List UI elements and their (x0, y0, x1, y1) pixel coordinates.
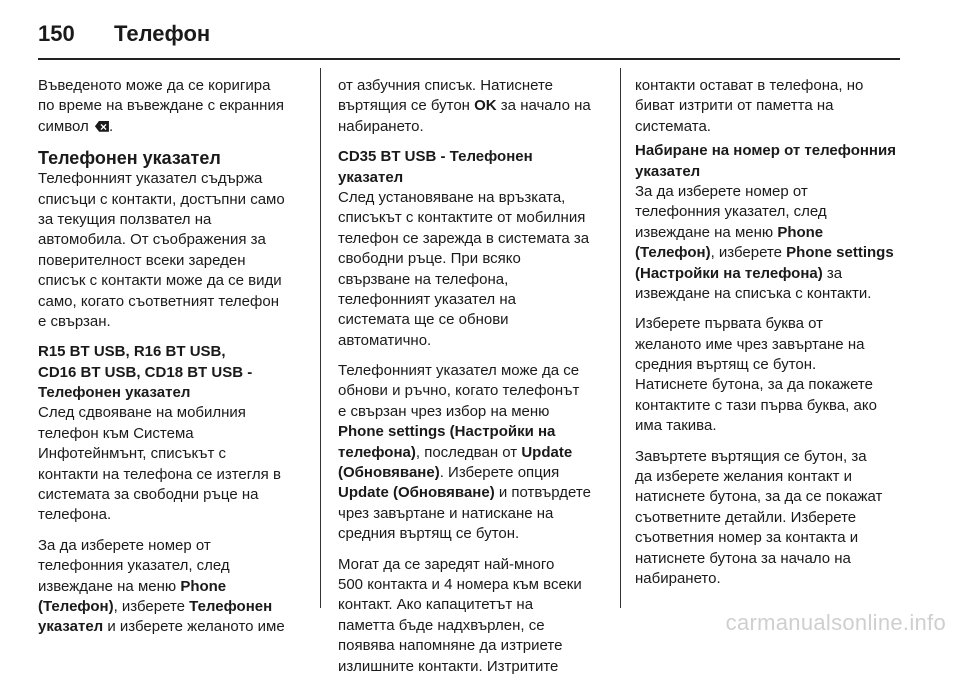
text-line: указател (635, 162, 701, 180)
update-paragraph (338, 361, 606, 545)
text-line: Телефонен указател (38, 384, 191, 402)
text-segment: е свързан чрез избор на меню (338, 402, 550, 420)
text-line: списъкът с контактите от мобилния (338, 209, 586, 227)
text-line: автоматично. (338, 331, 432, 349)
text-line: е свързан. (38, 312, 111, 330)
text-line: средния въртящ се бутон. (635, 356, 817, 374)
text-segment: за начало на (496, 97, 591, 115)
text-line (338, 117, 606, 137)
text-line: поверителност всеки зареден (38, 251, 246, 269)
text-line: появява напомняне да изтриете (338, 637, 563, 655)
text-line: Завъртете въртящия се бутон, за (635, 447, 867, 465)
text-line: биват изтрити от паметта на (635, 97, 834, 115)
text-line: съответния номер за контакта и (635, 529, 859, 547)
text-segment: и изберете желаното име (103, 618, 285, 636)
text-line (338, 524, 606, 544)
text-line (635, 243, 903, 263)
cd35-heading (338, 147, 606, 188)
bold-text: (Обновяване) (338, 464, 440, 482)
bold-text: Phone settings (786, 244, 894, 262)
page-title: Телефон (114, 21, 211, 46)
text-line: Могат да се заредят най-много (338, 555, 555, 573)
text-segment: Телефонният указател може да се (338, 362, 580, 380)
text-segment: , изберете (710, 244, 787, 262)
bold-text: указател (38, 618, 104, 636)
text-line: Натиснете бутона, за да покажете (635, 376, 873, 394)
text-line: свободни ръце. При всяко (338, 250, 521, 268)
bold-text: Телефонен (189, 597, 273, 615)
section-body (38, 169, 306, 332)
text-line: 500 контакта и 4 номера към всеки (338, 575, 582, 593)
text-segment: телефонния указател, след (38, 557, 230, 575)
column-1 (38, 76, 306, 638)
bold-text: (Настройки на телефона) (635, 264, 823, 282)
bold-text: (Телефон) (635, 244, 711, 262)
text-segment: въртящия се бутон (338, 97, 475, 115)
column-2 (338, 76, 606, 677)
text-segment: , последван от (415, 443, 522, 461)
pairing-paragraph (38, 403, 306, 525)
text-line: системата. (635, 117, 711, 135)
first-letter-paragraph (635, 314, 903, 436)
text-segment: Въведеното може да се коригира (38, 77, 271, 94)
dialing-paragraph (635, 182, 903, 304)
text-segment: обнови и ръчно, когато телефонът (338, 382, 580, 400)
text-line: Набиране на номер от телефонния (635, 142, 896, 160)
text-line: Инфотейнмънт, списъкът с (38, 445, 226, 463)
text-line (635, 284, 903, 304)
text-segment: телефонния указател, след (635, 203, 827, 221)
text-segment: набирането. (338, 117, 424, 135)
bold-text: Phone (180, 577, 227, 595)
text-line (38, 76, 306, 96)
text-line: След установяване на връзката, (338, 188, 566, 206)
text-segment: извеждане на меню (38, 577, 181, 595)
text-line (338, 483, 606, 503)
header-rule (38, 58, 900, 60)
page-header (38, 14, 210, 54)
text-segment: по време на въвеждане с екранния (38, 97, 284, 115)
text-segment: извеждане на списъка с контакти. (635, 284, 872, 302)
text-line: набирането. (635, 569, 721, 587)
text-line: съответните детайли. Изберете (635, 508, 857, 526)
text-line: контакт. Ако капацитетът на (338, 596, 534, 614)
text-line (338, 463, 606, 483)
text-line (338, 402, 606, 422)
text-line: за текущия ползвател на (38, 210, 212, 228)
text-segment: , изберете (113, 597, 190, 615)
text-line: CD16 BT USB, CD18 BT USB - (38, 363, 253, 381)
text-line: автомобила. От съображения за (38, 231, 266, 249)
text-line: телефон се зарежда в системата за (338, 229, 590, 247)
bold-text: Phone settings (Настройки на (338, 423, 556, 441)
text-line: телефон към Система (38, 424, 194, 442)
text-line: CD35 BT USB - Телефонен (338, 148, 533, 166)
text-line (38, 577, 306, 597)
column-3 (635, 76, 903, 589)
text-line (38, 556, 306, 576)
text-line: контактите с тази първа буква, ако (635, 396, 877, 414)
deleted-contacts-paragraph (635, 76, 903, 137)
text-line (338, 76, 606, 96)
text-line (635, 264, 903, 284)
text-segment: за (822, 264, 843, 282)
backspace-icon (95, 121, 109, 132)
bold-text: OK (474, 97, 497, 115)
text-line: да изберете желания контакт и (635, 468, 852, 486)
watermark: carmanualsonline.info (725, 610, 946, 635)
text-line: само, когато съответният телефон (38, 292, 279, 310)
text-line: натиснете бутона, за да се покажат (635, 488, 883, 506)
text-line (38, 536, 306, 556)
text-line (338, 96, 606, 116)
text-line: контакти на телефона се изтегля в (38, 465, 281, 483)
text-line (38, 96, 306, 116)
text-segment: от азбучния списък. Натиснете (338, 77, 554, 94)
text-line (38, 617, 306, 637)
text-line: натиснете бутона за начало на (635, 549, 851, 567)
text-line: R15 BT USB, R16 BT USB, (38, 343, 226, 361)
text-line (338, 381, 606, 401)
text-line (635, 182, 903, 202)
text-segment: За да изберете номер от (635, 182, 808, 200)
text-segment: средния въртящ се бутон. (338, 525, 520, 543)
text-line: паметта бъде надхвърлен, се (338, 616, 545, 634)
intro-paragraph (38, 76, 306, 137)
text-line: След сдвояване на мобилния (38, 404, 246, 422)
continued-paragraph (338, 76, 606, 137)
connection-paragraph (338, 188, 606, 351)
section-title: Телефонен указател (38, 148, 221, 169)
text-line: списък с контакти може да се види (38, 272, 282, 290)
text-line (38, 597, 306, 617)
column-divider (620, 68, 621, 608)
dialing-heading (635, 141, 903, 182)
text-segment: чрез завъртане и натискане на (338, 504, 554, 522)
column-divider (320, 68, 321, 608)
text-line: излишните контакти. Изтритите (338, 657, 559, 675)
text-line (635, 223, 903, 243)
bold-text: телефона) (338, 443, 416, 461)
text-line: свързване на телефона, (338, 270, 509, 288)
text-line: контакти остават в телефона, но (635, 77, 864, 94)
text-line (338, 422, 606, 442)
text-line: има такива. (635, 417, 717, 435)
text-line: Изберете първата буква от (635, 315, 824, 333)
bold-text: Phone (777, 223, 824, 241)
bold-text: Update (521, 443, 573, 461)
text-segment: За да изберете номер от (38, 536, 211, 554)
text-segment: символ (38, 117, 93, 135)
text-line (338, 361, 606, 381)
text-line: указател (338, 168, 404, 186)
bold-text: Update (Обновяване) (338, 484, 495, 502)
text-line: системата ще се обнови (338, 311, 509, 329)
text-segment: и потвърдете (494, 484, 591, 502)
select-contact-paragraph (635, 447, 903, 590)
text-line (338, 443, 606, 463)
select-number-paragraph (38, 536, 306, 638)
text-line: системата за свободни ръце на (38, 486, 259, 504)
bold-text: (Телефон) (38, 597, 114, 615)
model-heading (38, 342, 306, 403)
text-segment: . Изберете опция (439, 464, 560, 482)
text-line: списъци с контакти, достъпни само (38, 190, 285, 208)
text-line (635, 202, 903, 222)
text-line: телефонният указател на (338, 290, 516, 308)
capacity-paragraph (338, 555, 606, 677)
page-number: 150 (38, 21, 75, 46)
text-segment: извеждане на меню (635, 223, 778, 241)
text-line (338, 504, 606, 524)
text-line: желаното име чрез завъртане на (635, 335, 865, 353)
text-line: символ ×. (38, 117, 306, 137)
text-line: телефона. (38, 506, 112, 524)
text-line: Телефонният указател съдържа (38, 170, 263, 188)
